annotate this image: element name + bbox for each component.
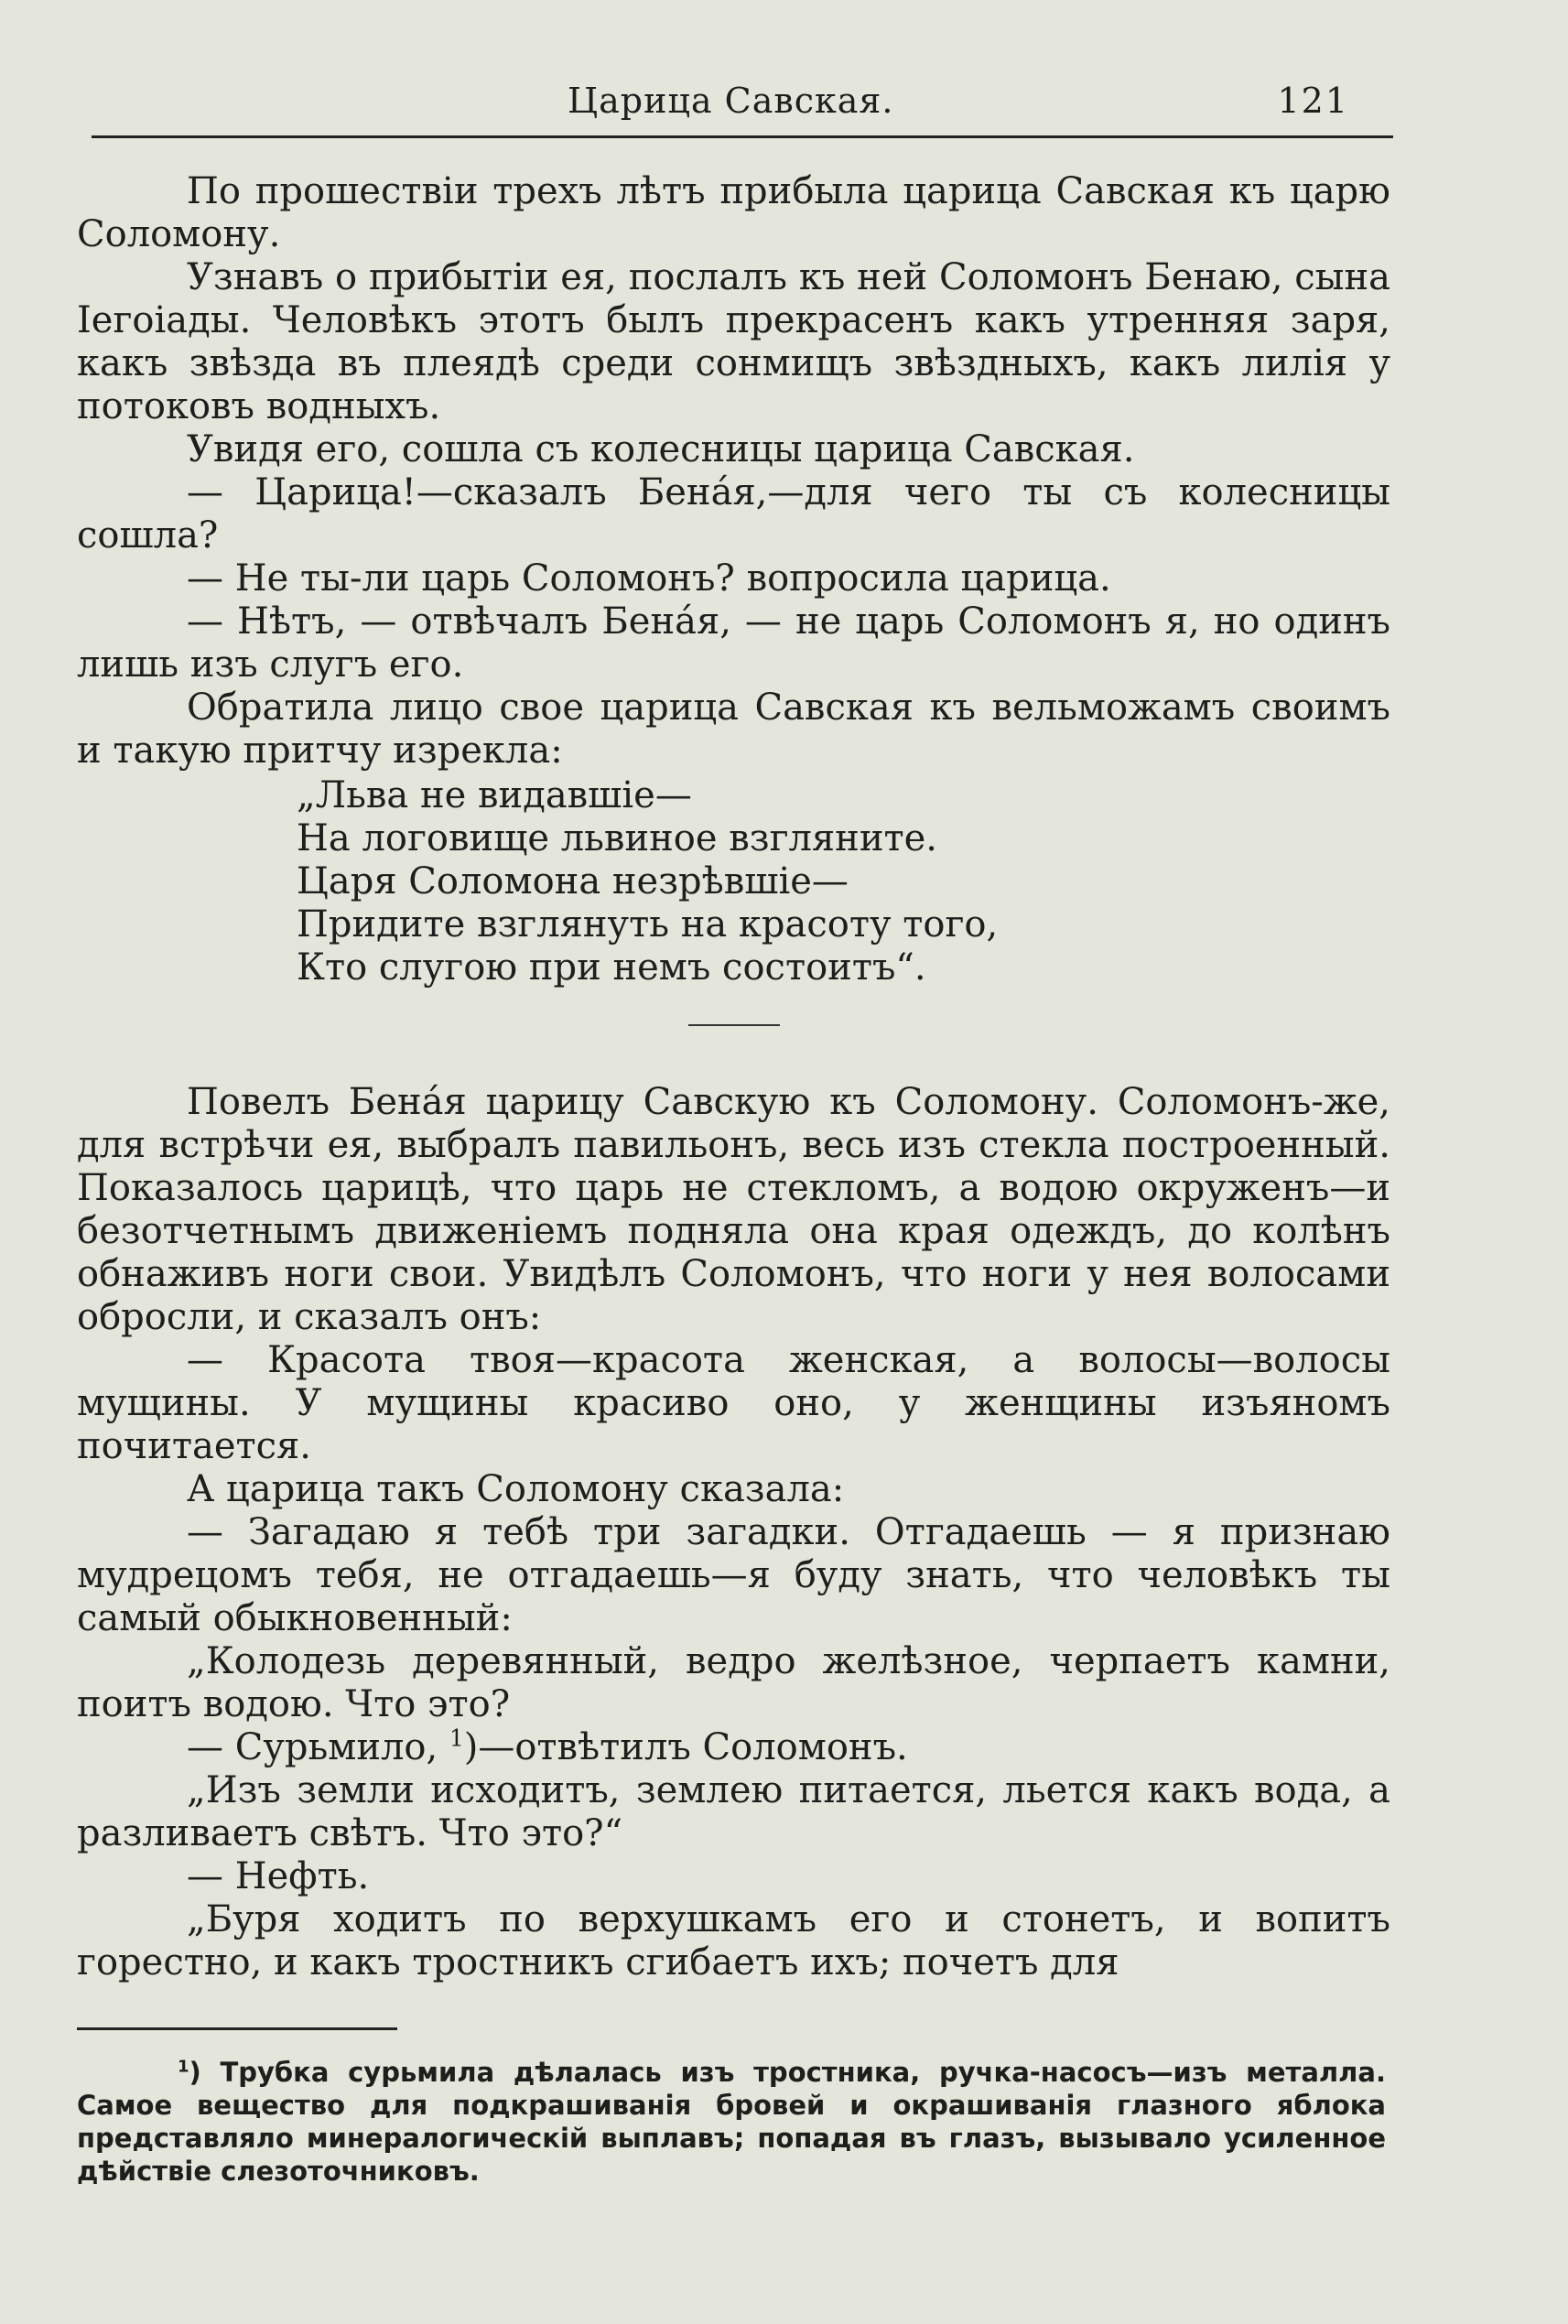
paragraph-text: По прошествіи трехъ лѣтъ прибыла царица Савская къ царю Соломону. <box>77 170 1390 255</box>
paragraph <box>77 1726 1390 1769</box>
paragraph-text: — Загадаю я тебѣ три загадки. Отгадаешь — я признаю мудрецомъ тебя, не отгадаешь—я буду знать, что человѣкъ ты самый обыкновенный: <box>77 1511 1390 1639</box>
paragraph-text: Увидя его, сошла съ колесницы царица Савская. <box>187 428 1135 470</box>
section-divider <box>688 1024 780 1026</box>
paragraph-text: — Не ты-ли царь Соломонъ? вопросила царица. <box>187 557 1111 600</box>
paragraph <box>77 686 1390 773</box>
paragraph-text: Обратила лицо свое царица Савская къ вельможамъ своимъ и такую притчу изрекла: <box>77 686 1390 772</box>
page-number: 121 <box>1277 81 1349 121</box>
text-block-top <box>77 170 1390 773</box>
running-title: Царица Савская. <box>568 81 894 121</box>
paragraph <box>77 1511 1390 1640</box>
paragraph-text: „Буря ходитъ по верхушкамъ его и стонетъ, и вопитъ горестно, и какъ тростникъ сгибаетъ ихъ; почетъ для <box>77 1898 1390 1984</box>
paragraph-text: — Сурьмило, <box>187 1726 449 1768</box>
footnote <box>77 2056 1386 2188</box>
paragraph <box>77 428 1390 471</box>
paragraph-text: „Колодезь деревянный, ведро желѣзное, черпаетъ камни, поитъ водою. Что это? <box>77 1640 1390 1725</box>
paragraph-text: — Красота твоя—красота женская, а волосы—волосы мущины. У мущины красиво оно, у женщины изъяномъ почитается. <box>77 1339 1390 1467</box>
footnote-reference: 1 <box>449 1724 464 1752</box>
paragraph-text: А царица такъ Соломону сказала: <box>187 1468 845 1510</box>
main-text <box>77 170 1390 1984</box>
paragraph-text: — Нѣтъ, — отвѣчалъ Бенáя, — не царь Соломонъ я, но одинъ лишь изъ слугъ его. <box>77 600 1390 686</box>
paragraph <box>77 1769 1390 1855</box>
verse-line: „Льва не видавшіе— <box>297 774 692 816</box>
paragraph <box>77 1855 1390 1898</box>
footnote-marker: 1 <box>178 2057 189 2077</box>
paragraph <box>77 170 1390 256</box>
footnote-body: ) Трубка сурьмила дѣлалась изъ тростника, ручка-насосъ—изъ металла. Самое вещество для подкрашиванія бровей и окрашиванія глазного яблока представляло минералогическій выплавъ; попадая въ глазъ, вызывало усиленное дѣйствіе слезоточниковъ. <box>77 2057 1386 2187</box>
running-header <box>92 81 1393 135</box>
paragraph-text: Повелъ Бенáя царицу Савскую къ Соломону. Соломонъ-же, для встрѣчи ея, выбралъ павильонъ, весь изъ стекла построенный. Показалось царицѣ, что царь не стекломъ, а водою окруженъ—и безотчетнымъ движеніемъ подняла она края одеждъ, до колѣнъ обнаживъ ноги свои. Увидѣлъ Соломонъ, что ноги у нея волосами обросли, и сказалъ онъ: <box>77 1081 1390 1338</box>
footnote-text <box>77 2056 1386 2188</box>
paragraph <box>77 1468 1390 1511</box>
paragraph <box>77 256 1390 428</box>
paragraph <box>77 1640 1390 1726</box>
verse-line: Царя Соломона незрѣвшіе— <box>297 860 849 903</box>
paragraph <box>77 1339 1390 1468</box>
paragraph-text: „Изъ земли исходитъ, землею питается, льется какъ вода, а разливаетъ свѣтъ. Что это?“ <box>77 1769 1390 1854</box>
paragraph <box>77 1081 1390 1339</box>
header-rule <box>92 135 1393 138</box>
verse-line: На логовище львиное взгляните. <box>297 817 937 859</box>
verse-line: Придите взглянуть на красоту того, <box>297 903 999 946</box>
paragraph-text-continued: )—отвѣтилъ Соломонъ. <box>463 1726 908 1768</box>
paragraph <box>77 557 1390 600</box>
verse-block <box>297 774 1390 989</box>
paragraph <box>77 1898 1390 1984</box>
paragraph-text: Узнавъ о прибытіи ея, послалъ къ ней Соломонъ Бенаю, сына Іегоіады. Человѣкъ этотъ былъ прекрасенъ какъ утренняя заря, какъ звѣзда въ плеядѣ среди сонмищъ звѣздныхъ, какъ лилія у потоковъ водныхъ. <box>77 256 1390 427</box>
paragraph-text: — Нефть. <box>187 1855 370 1897</box>
text-block-bottom <box>77 1081 1390 1984</box>
paragraph <box>77 600 1390 686</box>
paragraph <box>77 471 1390 557</box>
paragraph-text: — Царица!—сказалъ Бенáя,—для чего ты съ колесницы сошла? <box>77 471 1390 557</box>
footnote-rule <box>77 2027 397 2030</box>
verse-line: Кто слугою при немъ состоитъ“. <box>297 946 926 989</box>
